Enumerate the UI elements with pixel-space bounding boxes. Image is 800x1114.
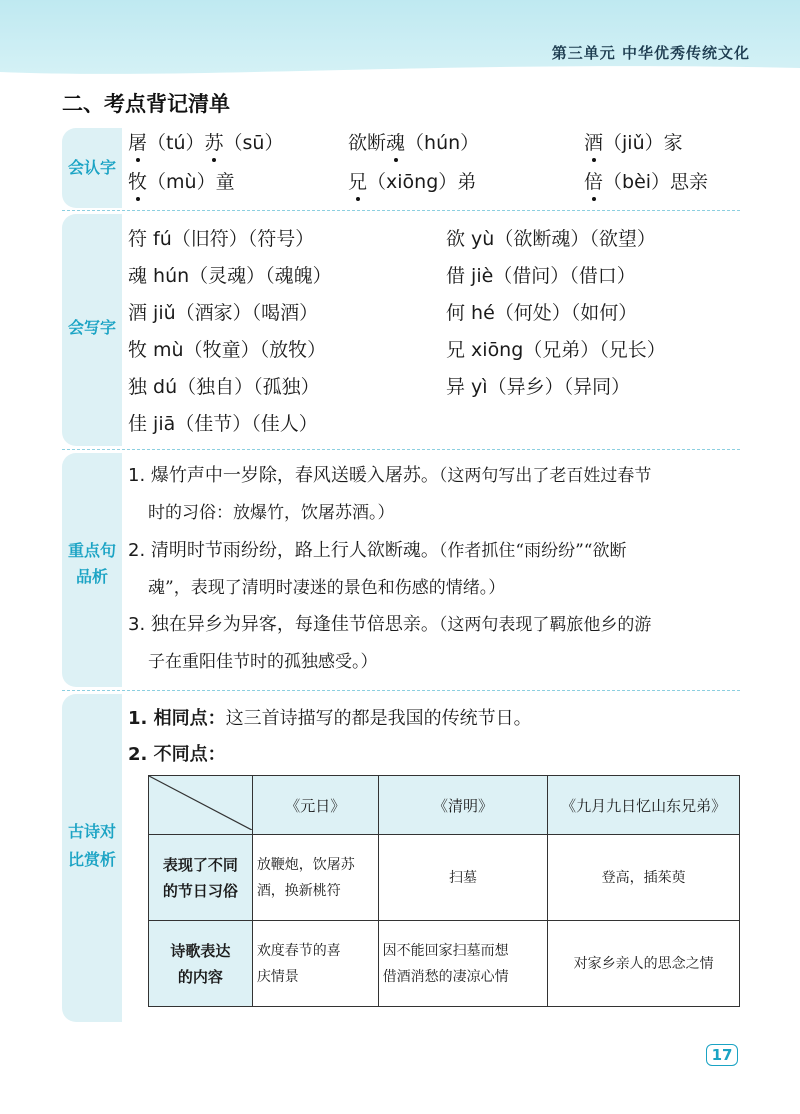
section-divider — [62, 449, 740, 450]
banner-wave — [0, 60, 800, 90]
recognize-item — [348, 167, 476, 194]
recognize-label: 会认字 — [67, 158, 116, 177]
recognize-item — [584, 167, 708, 194]
dotted-char: 兄 — [348, 167, 367, 194]
table-cell — [378, 921, 548, 1007]
recognize-side-panel — [62, 128, 122, 208]
table-header-cell: 《九月九日忆山东兄弟》 — [548, 776, 740, 835]
table-header-cell: 《元日》 — [252, 776, 378, 835]
table-header-row — [149, 776, 740, 835]
write-item: 借 jiè（借问）（借口） — [446, 265, 636, 287]
table-cell — [252, 921, 378, 1007]
recognize-item — [128, 167, 235, 194]
write-item: 佳 jiā（佳节）（佳人） — [128, 413, 318, 435]
plain-text: 欲断 — [348, 132, 387, 154]
sentence-note-line: 子在重阳佳节时的孤独感受。） — [148, 652, 378, 672]
recognize-item — [348, 128, 479, 155]
pinyin: （jiǔ）家 — [603, 132, 683, 154]
write-item: 欲 yù（欲断魂）（欲望） — [446, 228, 656, 250]
cell-line: 因不能回家扫墓而想 — [382, 942, 509, 959]
sentence-note-line: 时的习俗：放爆竹，饮屠苏酒。） — [148, 503, 395, 523]
write-item: 兄 xiōng（兄弟）（兄长） — [446, 339, 666, 361]
dotted-char: 牧 — [128, 167, 147, 194]
sentence-note-line: 魂”，表现了清明时凄迷的景色和伤感的情绪。） — [148, 578, 506, 598]
same-point — [128, 706, 532, 732]
table-cell: 对家乡亲人的思念之情 — [548, 921, 740, 1007]
sentences-side-panel — [62, 453, 122, 687]
diagonal-line — [149, 776, 252, 830]
write-item: 牧 mù（牧童）（放牧） — [128, 339, 327, 361]
table-header-cell: 《清明》 — [378, 776, 548, 835]
write-side-panel — [62, 214, 122, 446]
dotted-char: 倍 — [584, 167, 603, 194]
sentence-note: （作者抓住“雨纷纷”“欲断 — [438, 541, 627, 561]
row-head-line: 的内容 — [177, 967, 223, 986]
cell-line: 放鞭炮，饮屠苏 — [256, 856, 355, 873]
unit-title: 第三单元 中华优秀传统文化 — [551, 44, 750, 62]
pinyin: （hún） — [405, 132, 480, 154]
sentence-text: 1. 爆竹声中一岁除，春风送暖入屠苏。 — [128, 465, 439, 486]
pinyin: （tú） — [147, 132, 205, 154]
sentences-label-line1: 重点句 — [67, 541, 116, 560]
table-row-head — [149, 921, 253, 1007]
diff-point-title: 2. 不同点： — [128, 744, 226, 765]
dotted-char: 酒 — [584, 128, 603, 155]
sentence-line — [128, 612, 651, 638]
sentence-text: 3. 独在异乡为异客，每逢佳节倍思亲。 — [128, 614, 439, 635]
pinyin: （xiōng）弟 — [367, 171, 477, 193]
write-item: 独 dú（独自）（孤独） — [128, 376, 320, 398]
write-item: 异 yì（异乡）（异同） — [446, 376, 631, 398]
row-head-line: 表现了不同 — [162, 855, 238, 874]
sentences-label-line2: 品析 — [75, 567, 108, 586]
same-point-text: 这三首诗描写的都是我国的传统节日。 — [225, 708, 532, 729]
write-item: 何 hé（何处）（如何） — [446, 302, 638, 324]
pinyin: （sū） — [223, 132, 284, 154]
cell-line: 酒，换新桃符 — [256, 882, 341, 899]
table-cell: 登高，插茱萸 — [548, 835, 740, 921]
table-row-head — [149, 835, 253, 921]
section-divider — [62, 690, 740, 691]
page-number: 17 — [706, 1044, 738, 1066]
write-item: 符 fú（旧符）（符号） — [128, 228, 315, 250]
section-title: 二、考点背记清单 — [62, 92, 230, 116]
pinyin: （mù）童 — [147, 171, 235, 193]
comparison-table — [148, 775, 740, 1007]
recognize-item — [584, 128, 683, 155]
write-item: 酒 jiǔ（酒家）（喝酒） — [128, 302, 319, 324]
cell-line: 借酒消愁的凄凉心情 — [382, 968, 509, 985]
table-row — [149, 835, 740, 921]
sentence-note: （这两句表现了羁旅他乡的游 — [438, 615, 652, 635]
dotted-char: 苏 — [205, 128, 224, 155]
same-point-title: 1. 相同点： — [128, 708, 226, 729]
sentence-text: 2. 清明时节雨纷纷，路上行人欲断魂。 — [128, 540, 439, 561]
table-cell — [252, 835, 378, 921]
cell-line: 庆情景 — [256, 968, 299, 985]
compare-side-panel — [62, 694, 122, 1022]
sentence-note: （这两句写出了老百姓过春节 — [438, 466, 652, 486]
recognize-item — [128, 128, 283, 155]
table-row — [149, 921, 740, 1007]
compare-label-line2: 比赏析 — [67, 850, 116, 869]
cell-line: 欢度春节的喜 — [256, 942, 341, 959]
write-label: 会写字 — [67, 318, 116, 337]
pinyin: （bèi）思亲 — [603, 171, 709, 193]
dotted-char: 屠 — [128, 128, 147, 155]
sentence-line — [128, 538, 626, 564]
sentence-line — [128, 463, 651, 489]
compare-label-line1: 古诗对 — [67, 822, 116, 841]
table-cell: 扫墓 — [378, 835, 548, 921]
dotted-char: 魂 — [386, 128, 405, 155]
table-corner-cell — [149, 776, 253, 835]
write-item: 魂 hún（灵魂）（魂魄） — [128, 265, 332, 287]
row-head-line: 的节日习俗 — [162, 881, 238, 900]
row-head-line: 诗歌表达 — [170, 941, 231, 960]
section-divider — [62, 210, 740, 211]
